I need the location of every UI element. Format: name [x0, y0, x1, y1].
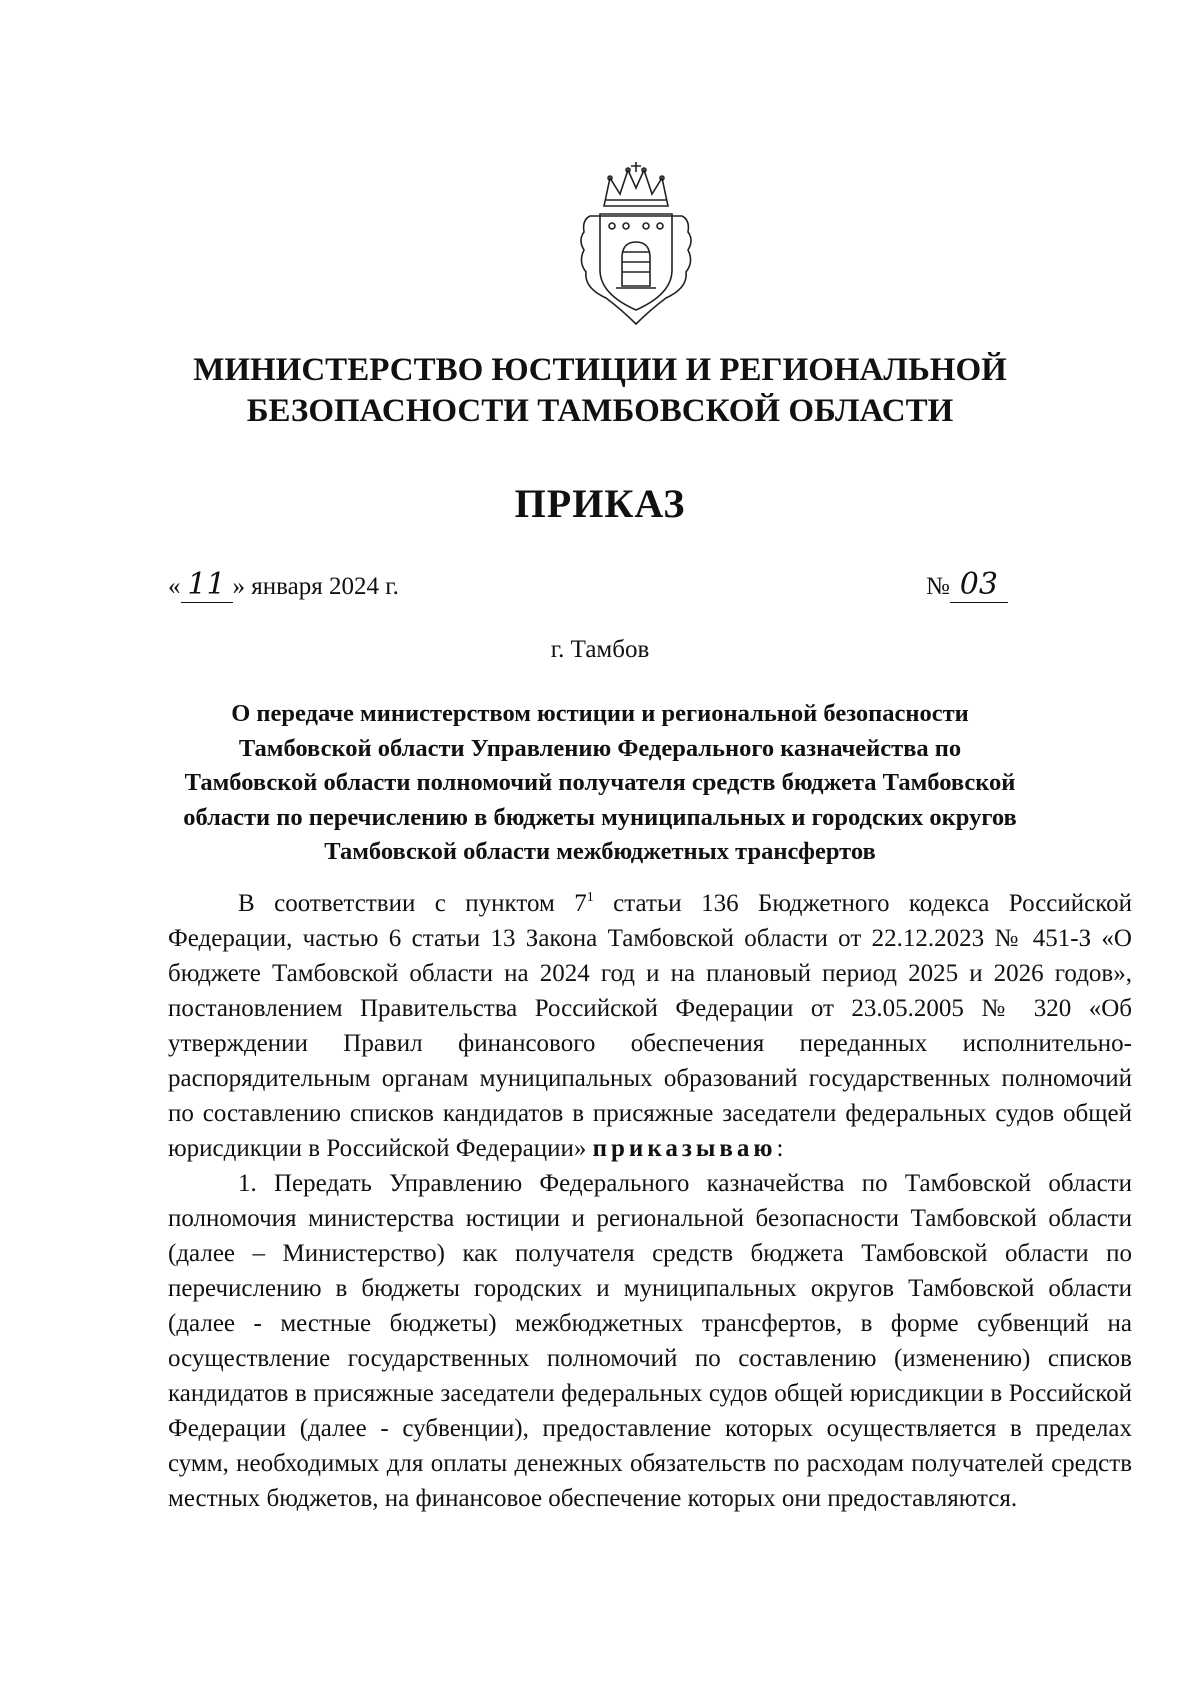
point-1-paragraph: 1. Передать Управлению Федерального казначейства по Тамбовской области полномочия министерства юстиции и региональной безопасности Тамбовской области (далее – Министерство) как получателя средств бюджета Тамбовской области по перечислению в бюджеты городских и муниципальных округов Тамбовской области (далее - местные бюджеты) межбюджетных трансфертов, в форме субвенций на осуществление государственных полномочий по составлению (изменению) списков кандидатов в присяжные заседатели федеральных судов общей юрисдикции в Российской Федерации (далее - субвенции), предоставление которых осуществляется в пределах сумм, необходимых для оплаты денежных обязательств по расходам получателей средств местных бюджетов, на финансовое обеспечение которых они предоставляются. — [168, 1170, 1132, 1512]
preamble-text-start: В соответствии с пунктом 7 — [238, 890, 587, 917]
date-open-quote: « — [168, 573, 181, 600]
document-title: ПРИКАЗ — [514, 481, 686, 526]
preamble-superscript: 1 — [586, 890, 594, 905]
order-date — [168, 567, 399, 603]
ministry-name-line: МИНИСТЕРСТВО ЮСТИЦИИ И РЕГИОНАЛЬНОЙ — [193, 352, 1007, 388]
coat-of-arms-icon — [576, 158, 696, 328]
order-body — [168, 886, 1132, 1516]
subject-line: Тамбовской области полномочий получателя средств бюджета Тамбовской — [184, 769, 1016, 796]
order-word-colon: : — [776, 1135, 784, 1162]
ministry-name-line: БЕЗОПАСНОСТИ ТАМБОВСКОЙ ОБЛАСТИ — [246, 393, 954, 429]
subject-line: области по перечислению в бюджеты муниципальных и городских округов — [183, 803, 1017, 831]
subject-line: О передаче министерством юстиции и региональной безопасности — [231, 700, 969, 727]
order-number-label: № — [926, 573, 950, 600]
city-name: г. Тамбов — [550, 636, 650, 663]
date-day: 11 — [181, 567, 233, 603]
order-number — [926, 567, 1008, 603]
subject-line: Тамбовской области Управлению Федерального казначейства по — [238, 734, 962, 762]
preamble-text: статьи 136 Бюджетного кодекса Российской Федерации, частью 6 статьи 13 Закона Тамбовской области от 22.12.2023 № 451-З «О бюджете Тамбовской области на 2024 год и на плановый период 2025 и 2026 годов», постановлением Правительства Российской Федерации от 23.05.2005 № 320 «Об утверждении Правил финансового обеспечения переданных исполнительно-распорядительным органам муниципальных образований государственных полномочий по составлению списков кандидатов в присяжные заседатели федеральных судов общей юрисдикции в Российской Федерации» — [168, 890, 1133, 1162]
ministry-name — [150, 350, 1050, 432]
order-number-value: 03 — [950, 567, 1008, 603]
order-subject — [150, 697, 1050, 870]
date-month-year: января 2024 г. — [251, 573, 399, 600]
subject-line: Тамбовской области межбюджетных трансфертов — [324, 838, 876, 865]
preamble-paragraph — [168, 886, 1132, 1166]
order-word: приказываю — [592, 1135, 777, 1162]
date-close-quote: » — [232, 573, 245, 600]
